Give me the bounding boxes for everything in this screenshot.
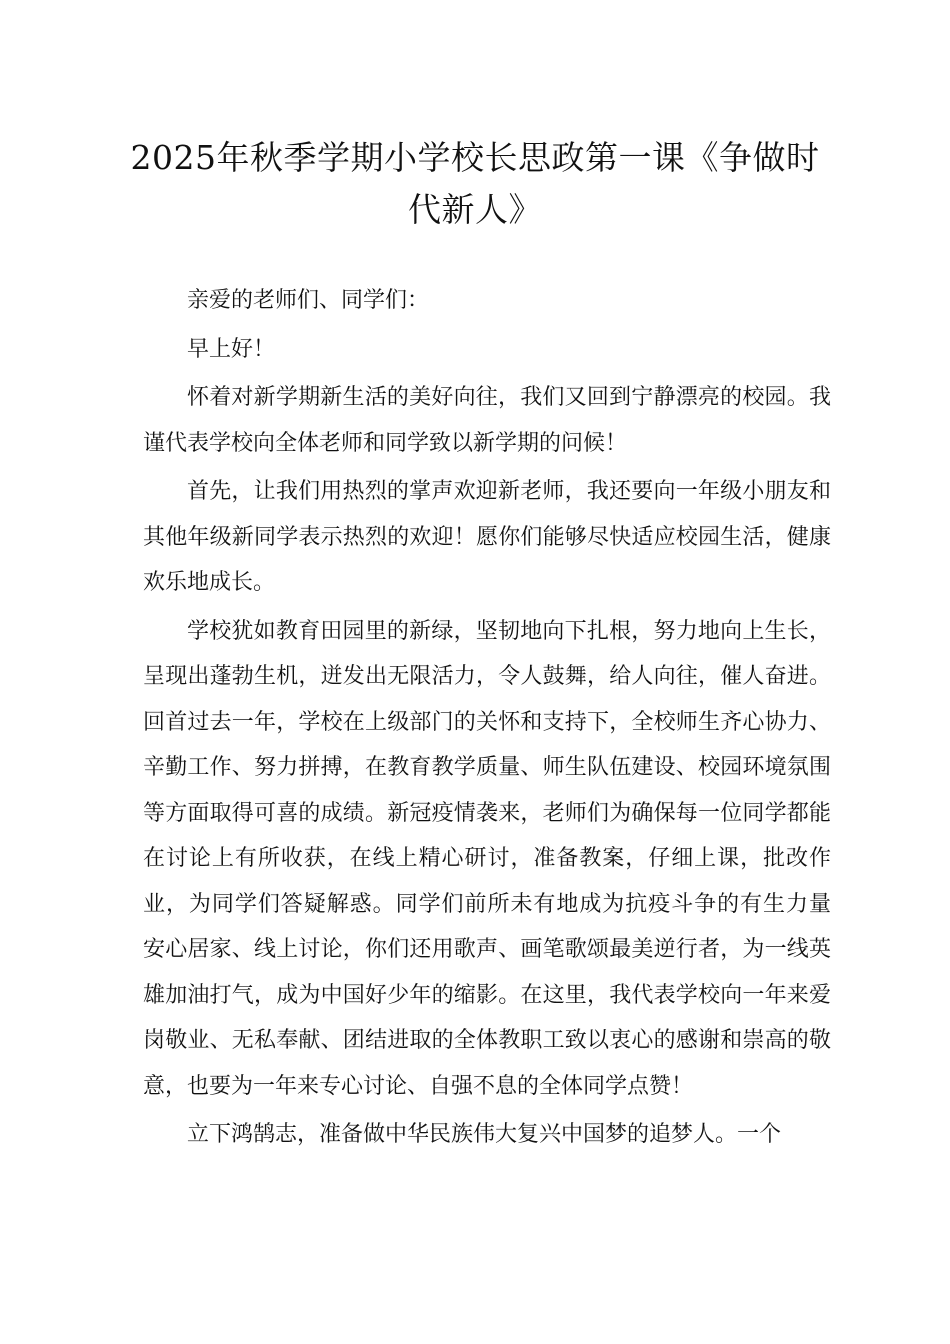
- paragraph-review: 学校犹如教育田园里的新绿，坚韧地向下扎根，努力地向上生长，呈现出蓬勃生机，迸发出无限活力，令人鼓舞，给人向往，催人奋进。回首过去一年，学校在上级部门的关怀和支持下，全校师生齐心协力、辛勤工作、努力拼搏，在教育教学质量、师生队伍建设、校园环境氛围等方面取得可喜的成绩。新冠疫情袭来，老师们为确保每一位同学都能在讨论上有所收获，在线上精心研讨，准备教案，仔细上课，批改作业，为同学们答疑解惑。同学们前所未有地成为抗疫斗争的有生力量 安心居家、线上讨论，你们还用歌声、画笔歌颂最美逆行者，为一线英雄加油打气，成为中国好少年的缩影。在这里，我代表学校向一年来爱岗敬业、无私奉献、团结进取的全体教职工致以衷心的感谢和崇高的敬意，也要为一年来专心讨论、自强不息的全体同学点赞！: [143, 618, 831, 1099]
- document-body: [143, 278, 831, 1161]
- paragraph-good-morning: 早上好！: [187, 336, 276, 362]
- paragraph-new-semester: 怀着对新学期新生活的美好向往，我们又回到宁静漂亮的校园。我谨代表学校向全体老师和同学致以新学期的问候！: [143, 385, 831, 456]
- paragraph-welcome: 首先，让我们用热烈的掌声欢迎新老师，我还要向一年级小朋友和其他年级新同学表示热烈的欢迎！愿你们能够尽快适应校园生活，健康欢乐地成长。: [143, 479, 831, 595]
- paragraph-greeting: 亲爱的老师们、同学们：: [187, 288, 430, 313]
- paragraph-aspiration: 立下鸿鹄志，准备做中华民族伟大复兴中国梦的追梦人。一个: [187, 1122, 782, 1147]
- document-title: 2025年秋季学期小学校长思政第一课《争做时代新人》: [130, 138, 820, 229]
